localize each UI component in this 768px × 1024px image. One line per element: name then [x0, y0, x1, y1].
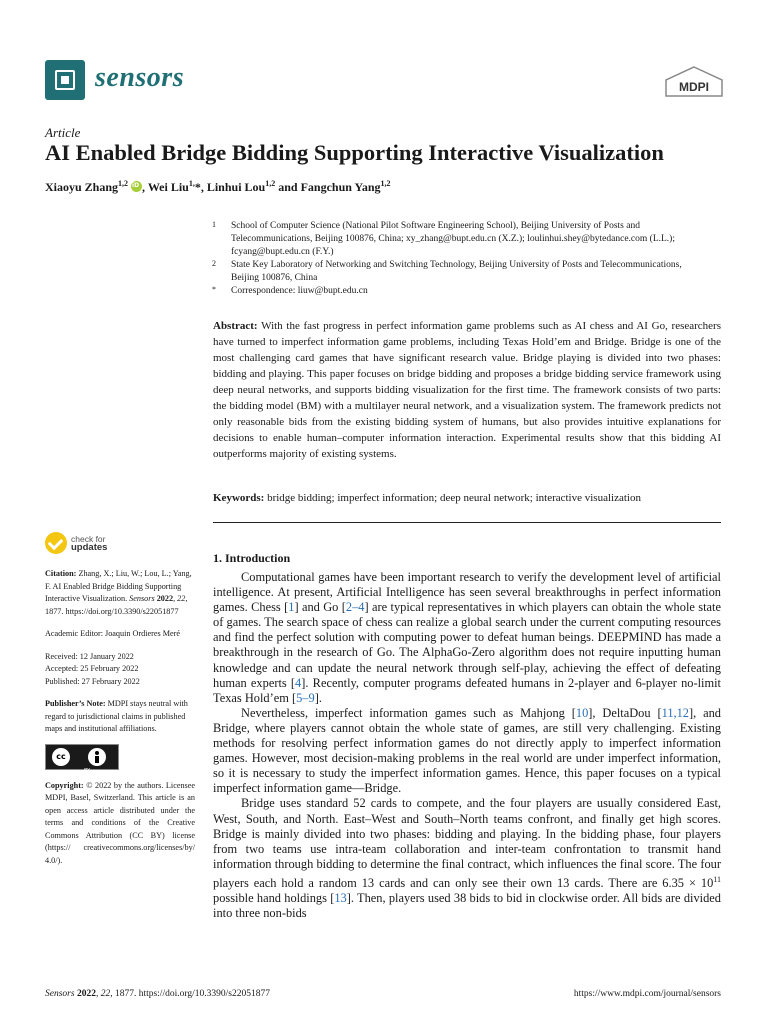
author-name: Linhui Lou	[206, 180, 266, 194]
publisher-logo[interactable]	[663, 66, 725, 98]
page-footer	[45, 989, 721, 999]
paragraph-text: possible hand holdings [	[213, 891, 335, 906]
affiliation-item	[212, 285, 712, 298]
publisher-note-text: MDPI stays neutral with regard to jurisdictional claims in published maps and institutional affiliations.	[45, 699, 188, 733]
paragraph-text: ], DeltaDou [	[588, 705, 662, 720]
received-date: Received: 12 January 2022	[45, 651, 134, 661]
footer-journal: Sensors	[45, 989, 75, 999]
paragraph-text: Computational games have been important research to verify the development level of artificial intelligence. At present, Artificial Intelligence has seen several breakthroughs in perfect information games. Chess [	[213, 570, 721, 615]
footer-citation: Sensors 2022, 22, 1877. https://doi.org/10.3390/s22051877	[45, 989, 270, 999]
cc-icon: cc	[52, 748, 70, 766]
divider	[213, 522, 721, 523]
affiliation-text: State Key Laboratory of Networking and Switching Technology, Beijing University of Posts and Telecommunications, Beijing 100876, China	[231, 260, 682, 283]
reference-link[interactable]: 1	[288, 600, 295, 615]
author-affiliation-marker: 1,2	[118, 179, 129, 188]
affiliation-number: 1	[212, 220, 216, 229]
paragraph-text: ] and Go [	[294, 600, 346, 615]
publisher-note-label: Publisher’s Note:	[45, 699, 106, 708]
author-name: Wei Liu	[147, 180, 189, 194]
sidebar	[45, 532, 195, 867]
keywords-label: Keywords:	[213, 492, 265, 504]
dates	[45, 651, 195, 689]
copyright-text: © 2022 by the authors. Licensee MDPI, Basel, Switzerland. This article is an open access article distributed under the terms and conditions of the Creative Commons Attribution (CC BY) license (https:// creativecommons.org/licenses/by/ 4.0/).	[45, 780, 196, 865]
journal-name[interactable]: sensors	[95, 62, 185, 93]
publisher-name: MDPI	[679, 80, 709, 94]
citation: Citation: Zhang, X.; Liu, W.; Lou, L.; Yang, F. AI Enabled Bridge Bidding Supporting Interactive Visualization. Sensors 2022, 22, 1877. https://doi.org/10.3390/s22051877	[45, 569, 192, 616]
by-label: BY	[84, 767, 91, 774]
copyright	[45, 780, 195, 868]
footer-volume: 22	[100, 989, 111, 999]
journal-logo-icon	[45, 60, 85, 100]
section-body	[213, 570, 721, 921]
reference-link[interactable]: 10	[575, 705, 589, 720]
paragraph-text: ] are typical representatives in which players can obtain the whole state of games. The search space of chess can realize a global search under the current computing resources and find the perfect solution with computing power to defeat human beings. DEEPMIND has made a breakthrough in the research of Go. The AlphaGo-Zero algorithm does not require inputting human knowledge and can update the neural network through self-play, achieving the effect of defeating human experts [	[213, 600, 721, 690]
accepted-date: Accepted: 25 February 2022	[45, 664, 139, 673]
updates-label: updates	[71, 542, 108, 553]
affiliation-number: 2	[212, 259, 216, 268]
paragraph-text: ]. Recently, computer programs defeated humans in 2-player and 6-player no-limit Texas Hold’em [	[213, 675, 721, 705]
paragraph-text: ], and Bridge, where players cannot obtain the whole state of games, are still very challenging. Existing methods for resolving perfect information games do not directly apply to imperfect information games. However, most decision-making problems in the real world are under imperfect information, so it is necessary to study the imperfect information games. Hence, this paper focuses on a typical imperfect information game—Bridge.	[213, 705, 722, 796]
publisher-note	[45, 698, 195, 736]
orcid-icon[interactable]	[131, 181, 142, 192]
article-title: AI Enabled Bridge Bidding Supporting Interactive Visualization	[45, 140, 664, 165]
affiliation-text: Correspondence: liuw@bupt.edu.cn	[231, 286, 368, 296]
abstract-label: Abstract:	[213, 320, 258, 332]
copyright-label: Copyright:	[45, 780, 84, 790]
author-affiliation-marker: 1,2	[380, 179, 391, 188]
abstract	[213, 318, 721, 462]
body-paragraph	[213, 570, 721, 706]
citation-year: 2022	[156, 594, 174, 603]
check-for-updates-button[interactable]	[45, 532, 195, 558]
author-affiliation-marker: 1,2	[265, 179, 276, 188]
body-paragraph	[213, 796, 721, 921]
abstract-text: With the fast progress in perfect information game problems such as AI chess and AI Go, researchers have turned to imperfect information game problems, including Texas Hold’em and Bridge. Bridge is one of the most challenging card games that have significant research value. Bridge playing is divided into two phases: bidding and playing. This paper focuses on bridge bidding and proposes a bridge bidding service framework using deep neural networks, and supports bidding visualization for the first time. The framework consists of two parts: the bidding model (BM) with a multilayer neural network, and a visualization system. The framework predicts not only reasonable bids from the existing bidding system of humans, but also provides intuitive explanations for decisions to enable human–computer information interaction. Experimental results show that this bidding AI outperforms majority of existing systems.	[213, 320, 721, 460]
citation-label: Citation:	[45, 569, 77, 578]
academic-editor: Academic Editor: Joaquin Ordieres Meré	[45, 629, 181, 638]
reference-link[interactable]: 5–9	[296, 690, 315, 705]
corresponding-marker: *	[194, 180, 201, 194]
reference-link[interactable]: 11,12	[661, 705, 689, 720]
footer-year: 2022	[76, 989, 96, 999]
keywords-text: bridge bidding; imperfect information; deep neural network; interactive visualization	[267, 492, 641, 504]
reference-link[interactable]: 13	[334, 891, 347, 906]
author-list	[45, 179, 391, 195]
paragraph-text: ]. Then, players used 38 bids to bid in clockwise order. All bids are divided into three non-bids	[213, 891, 721, 921]
section-heading: 1. Introduction	[213, 551, 291, 565]
reference-link[interactable]: 2–4	[345, 600, 365, 615]
paragraph-text: Nevertheless, imperfect information games such as Mahjong [	[241, 705, 576, 720]
citation-text: Zhang, X.; Liu, W.; Lou, L.; Yang, F. AI Enabled Bridge Bidding Supporting Interactive Visualization.	[45, 569, 192, 603]
author-name: Xiaoyu Zhang	[45, 180, 119, 194]
published-date: Published: 27 February 2022	[45, 676, 140, 686]
person-icon	[88, 748, 106, 766]
citation-journal: Sensors	[129, 594, 155, 603]
affiliation-text: School of Computer Science (National Pilot Software Engineering School), Beijing University of Posts and Telecommunications, Beijing 100876, China; xy_zhang@bupt.edu.cn (X.Z.); loulinhui.shey@bytedance.com (L.L.); fcyang@bupt.edu.cn (F.Y.)	[231, 221, 675, 257]
affiliation-item	[212, 220, 712, 259]
article-type: Article	[45, 125, 81, 140]
journal-header	[45, 58, 725, 106]
footer-doi[interactable]: , 1877. https://doi.org/10.3390/s22051877	[110, 989, 270, 999]
affiliation-number: *	[212, 285, 216, 294]
cc-by-license-badge[interactable]	[45, 744, 119, 774]
keywords	[213, 490, 721, 506]
reference-link[interactable]: 4	[295, 675, 302, 690]
author-affiliation-marker: 1,	[188, 179, 195, 188]
check-for-label: check for	[71, 534, 106, 544]
paragraph-text: ].	[314, 690, 322, 705]
citation-volume: 22	[177, 594, 186, 603]
footer-journal-url[interactable]: https://www.mdpi.com/journal/sensors	[573, 989, 721, 999]
checkmark-icon	[45, 532, 67, 554]
citation-doi[interactable]: , 1877. https://doi.org/10.3390/s22051877	[45, 594, 188, 616]
paragraph-text: Bridge uses standard 52 cards to compete, and the four players are usually considered East, West, South, and North. East–West and South–North teams confront, and finally get high scores. Bridge is mainly divided into two phases: bidding and playing. In the bidding phase, four players from two teams use intra-team collaboration and inter-team confrontation to transmit hand information through bidding to determine the final contract, which influences the final score. The four players each hold a random 13 cards and can only see their own 13 cards. There are 6.35 × 10	[213, 796, 721, 890]
author-separator: ,	[142, 180, 148, 194]
affiliations	[212, 220, 712, 298]
exponent: 11	[713, 874, 721, 884]
author-separator: ,	[200, 180, 207, 194]
author-name: Fangchun Yang	[300, 180, 381, 194]
author-separator: and	[275, 180, 301, 194]
body-paragraph	[213, 706, 721, 797]
affiliation-item	[212, 259, 712, 285]
